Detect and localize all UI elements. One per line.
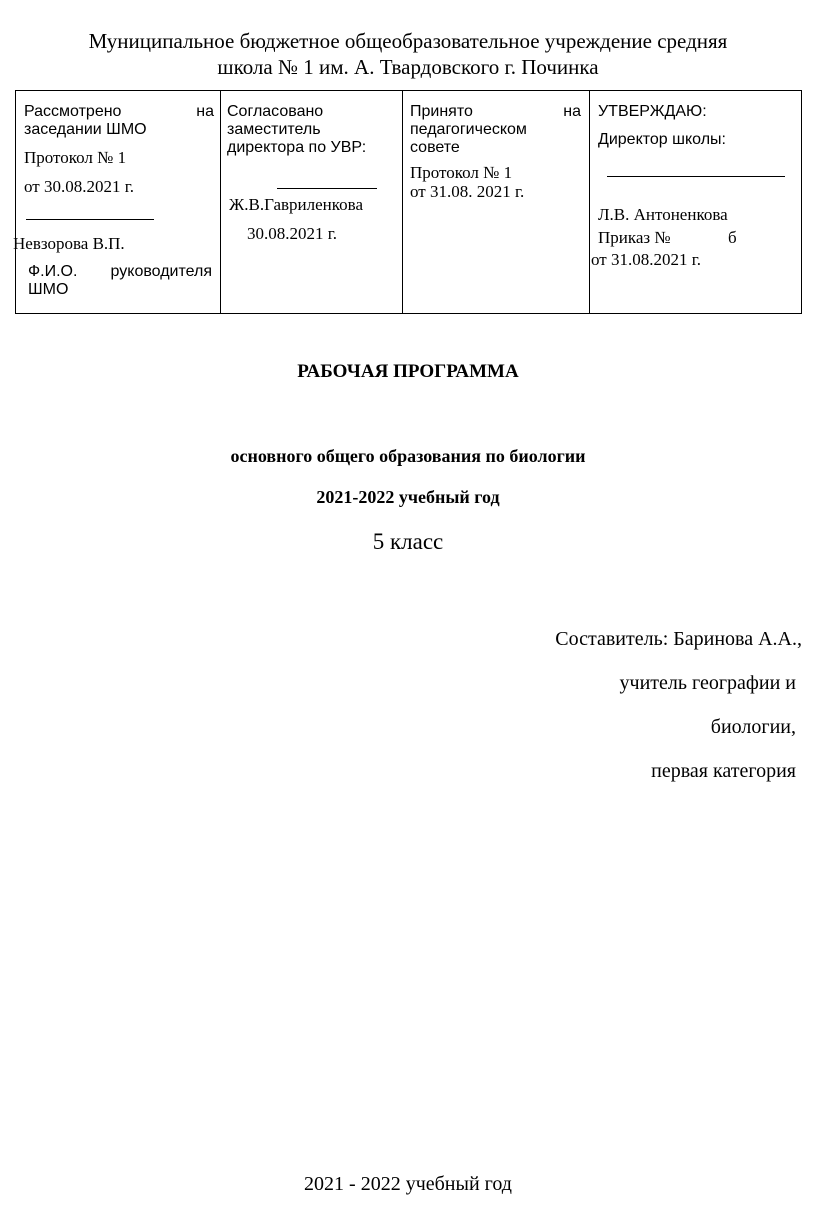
deputy-date: 30.08.2021 г.: [247, 224, 338, 243]
program-title: РАБОЧАЯ ПРОГРАММА: [297, 361, 519, 382]
deputy-label: заместитель: [227, 121, 321, 138]
author-line-3: биологии,: [710, 716, 796, 738]
approval-cell-shmo: [13, 91, 220, 313]
reviewed-label-end: на: [196, 103, 214, 120]
approve-label: УТВЕРЖДАЮ:: [598, 103, 707, 120]
signature-line: [607, 176, 785, 177]
agreed-label: Согласовано: [227, 103, 324, 120]
approval-cell-director: [590, 91, 801, 313]
approval-table: [15, 90, 802, 314]
approval-cell-deputy: [221, 91, 402, 313]
head-role-line-2: ШМО: [28, 281, 69, 298]
approval-cell-council: [403, 91, 589, 313]
header-line-2: школа № 1 им. А. Твардовского г. Починка: [217, 55, 599, 79]
protocol-number: Протокол № 1: [24, 148, 127, 167]
signature-line: [277, 188, 377, 189]
order-label: Приказ №: [598, 228, 671, 247]
council-date: от 31.08. 2021 г.: [410, 182, 525, 201]
accepted-label: Принято: [410, 103, 473, 120]
program-year: 2021-2022 учебный год: [316, 487, 500, 507]
head-name: Невзорова В.П.: [13, 234, 125, 253]
council-label: педагогическом: [410, 121, 527, 138]
header-line-1: Муниципальное бюджетное общеобразовательное учреждение средняя: [88, 29, 728, 53]
order-date: от 31.08.2021 г.: [591, 250, 702, 269]
program-subject: основного общего образования по биологии: [230, 446, 586, 466]
director-name: Л.В. Антоненкова: [598, 205, 728, 224]
accepted-label-end: на: [563, 103, 581, 120]
author-line-1: Составитель: Баринова А.А.,: [555, 628, 802, 650]
council-label-2: совете: [410, 139, 460, 156]
deputy-role: директора по УВР:: [227, 139, 367, 156]
council-protocol: Протокол № 1: [410, 163, 513, 182]
deputy-name: Ж.В.Гавриленкова: [229, 195, 364, 214]
signature-line: [26, 219, 154, 220]
reviewed-label: Рассмотрено: [24, 103, 122, 120]
director-label: Директор школы:: [598, 131, 726, 148]
head-role: Ф.И.О.: [28, 263, 78, 280]
head-role-end: руководителя: [110, 263, 212, 280]
footer-year: 2021 - 2022 учебный год: [304, 1173, 512, 1195]
author-line-4: первая категория: [651, 760, 796, 782]
order-suffix: б: [728, 228, 737, 247]
protocol-date: от 30.08.2021 г.: [24, 177, 135, 196]
school-header: [0, 28, 816, 80]
author-line-2: учитель географии и: [619, 672, 796, 694]
reviewed-at-label: заседании ШМО: [24, 121, 147, 138]
program-grade: 5 класс: [372, 529, 444, 554]
